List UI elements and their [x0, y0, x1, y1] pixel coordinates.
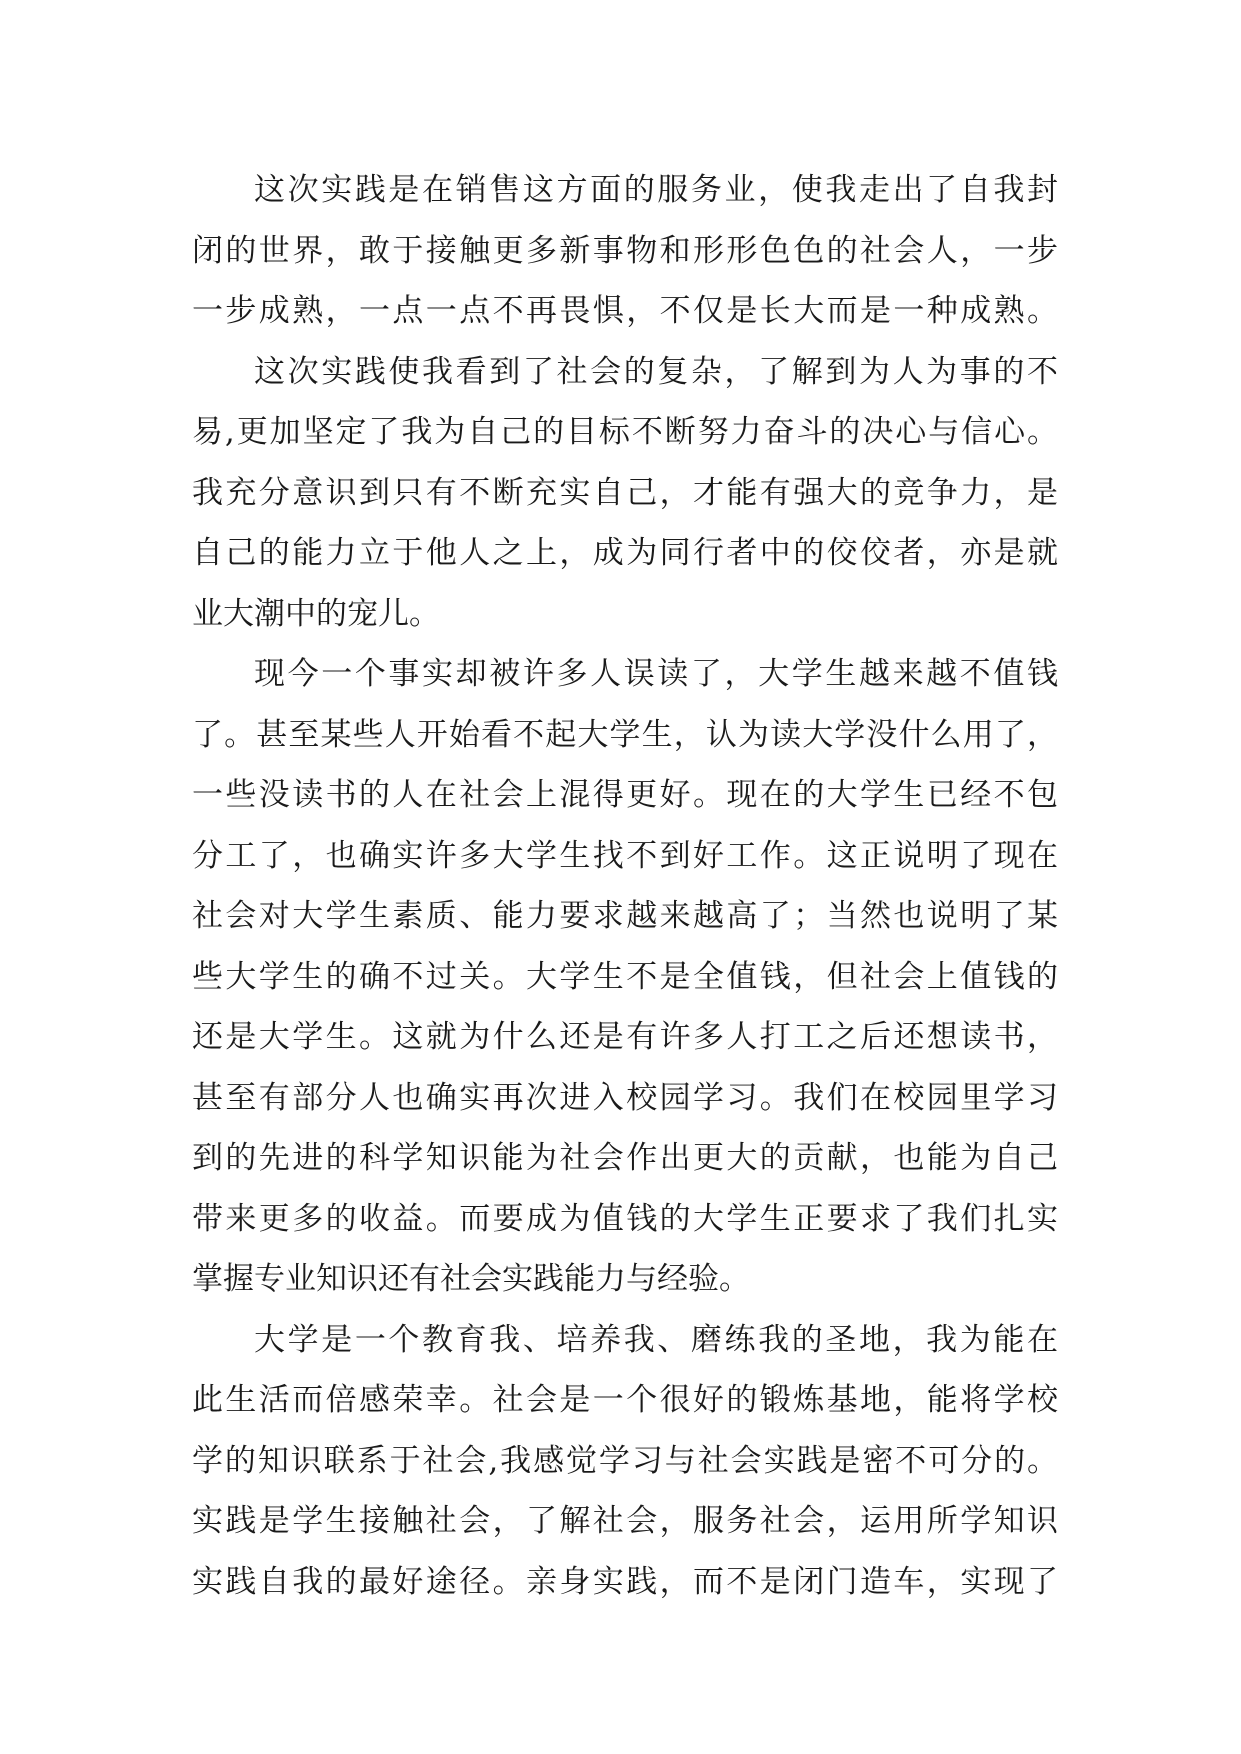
text-line: 还是大学生。这就为什么还是有许多人打工之后还想读书， — [192, 1019, 1058, 1055]
text-line: 我充分意识到只有不断充实自己，才能有强大的竞争力，是 — [192, 474, 1058, 511]
text-line: 此生活而倍感荣幸。社会是一个很好的锻炼基地，能将学校 — [192, 1382, 1058, 1418]
text-line: 掌握专业知识还有社会实践能力与经验。 — [192, 1261, 750, 1297]
text-line: 带来更多的收益。而要成为值钱的大学生正要求了我们扎实 — [192, 1200, 1058, 1237]
text-line: 易,更加坚定了我为自己的目标不断努力奋斗的决心与信心。 — [192, 414, 1058, 450]
paragraph-2 — [192, 342, 1058, 645]
text-line: 一些没读书的人在社会上混得更好。现在的大学生已经不包 — [192, 777, 1058, 813]
text-line: 学的知识联系于社会,我感觉学习与社会实践是密不可分的。 — [192, 1442, 1058, 1479]
text-line: 一步成熟，一点一点不再畏惧，不仅是长大而是一种成熟。 — [192, 293, 1058, 329]
text-line: 大学是一个教育我、培养我、磨练我的圣地，我为能在 — [254, 1321, 1058, 1358]
text-line: 现今一个事实却被许多人误读了，大学生越来越不值钱 — [254, 656, 1058, 692]
body-text — [192, 160, 1058, 1612]
paragraph-1 — [192, 160, 1058, 342]
paragraph-4 — [192, 1310, 1058, 1613]
text-line: 甚至有部分人也确实再次进入校园学习。我们在校园里学习 — [192, 1079, 1058, 1116]
text-line: 自己的能力立于他人之上，成为同行者中的佼佼者，亦是就 — [192, 535, 1058, 571]
text-line: 些大学生的确不过关。大学生不是全值钱，但社会上值钱的 — [192, 958, 1058, 995]
text-line: 实践是学生接触社会，了解社会，服务社会，运用所学知识 — [192, 1503, 1058, 1539]
paragraph-3 — [192, 644, 1058, 1310]
text-line: 社会对大学生素质、能力要求越来越高了；当然也说明了某 — [192, 898, 1058, 934]
text-line: 这次实践是在销售这方面的服务业，使我走出了自我封 — [254, 172, 1058, 208]
text-line: 实践自我的最好途径。亲身实践，而不是闭门造车，实现了 — [192, 1563, 1058, 1600]
text-line: 这次实践使我看到了社会的复杂，了解到为人为事的不 — [254, 353, 1058, 390]
text-line: 业大潮中的宠儿。 — [192, 595, 440, 632]
text-line: 闭的世界，敢于接触更多新事物和形形色色的社会人，一步 — [192, 232, 1058, 269]
text-line: 了。甚至某些人开始看不起大学生，认为读大学没什么用了， — [192, 716, 1058, 753]
text-line: 分工了，也确实许多大学生找不到好工作。这正说明了现在 — [192, 837, 1058, 874]
text-line: 到的先进的科学知识能为社会作出更大的贡献，也能为自己 — [192, 1140, 1058, 1176]
